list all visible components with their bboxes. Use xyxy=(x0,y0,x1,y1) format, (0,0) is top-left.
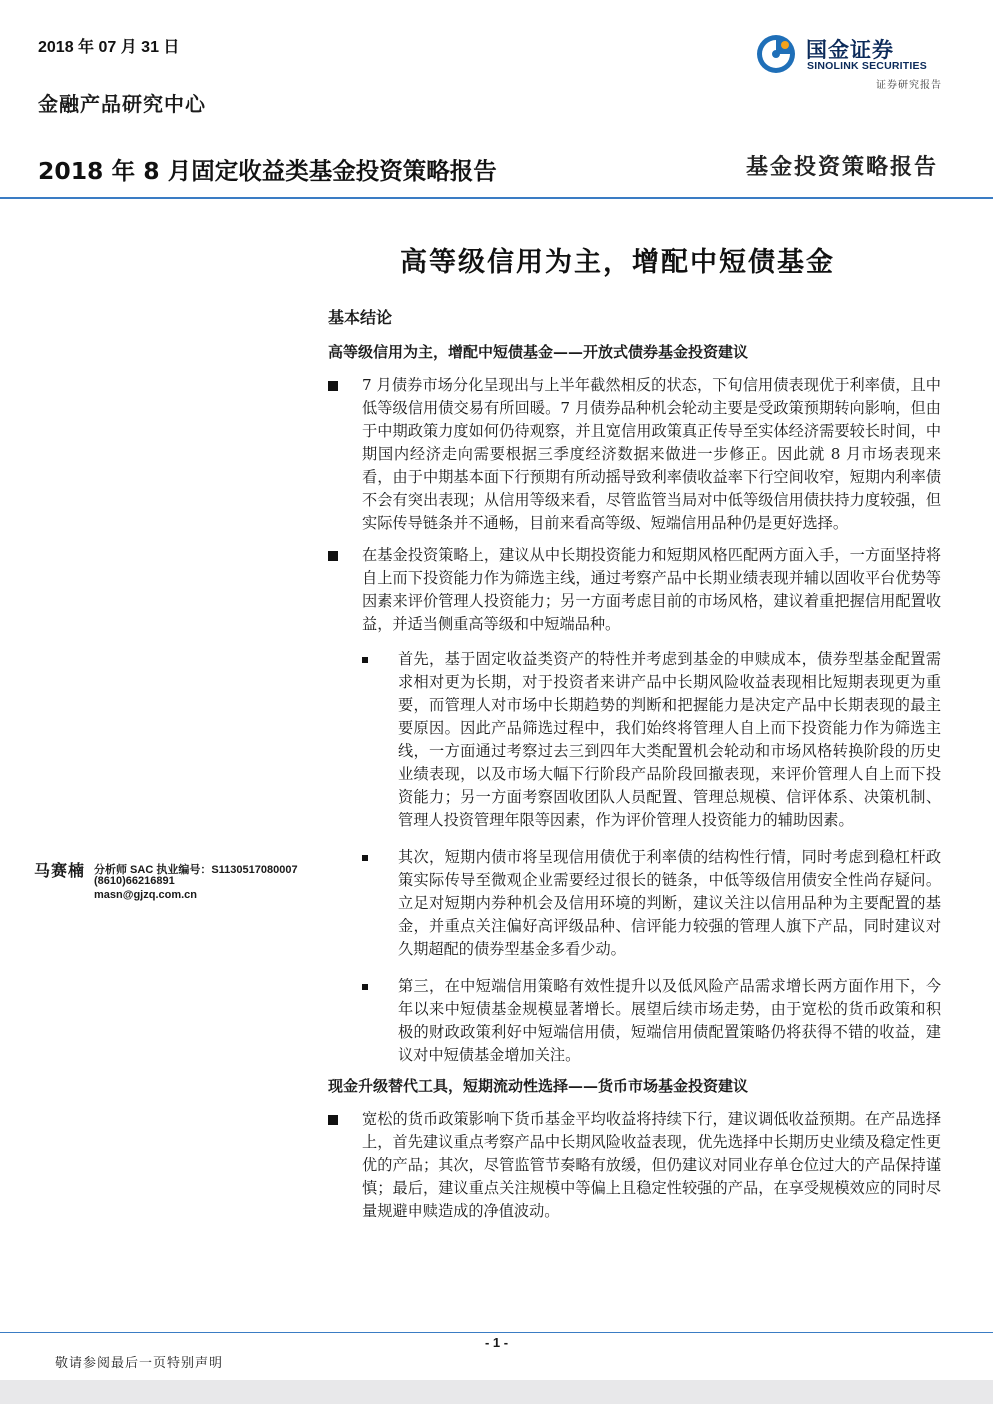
company-logo xyxy=(756,30,946,92)
sinolink-logo-icon xyxy=(756,34,796,74)
report-title: 2018 年 8 月固定收益类基金投资策略报告 xyxy=(38,157,497,185)
bullet-text: 在基金投资策略上，建议从中长期投资能力和短期风格匹配两方面入手，一方面坚持将自上而下投资能力作为筛选主线，通过考察产品中长期业绩表现并辅以固收平台优势等因素来评价管理人投资能力；另一方面考虑目前的市场风格，建议着重把握信用配置收益，并适当侧重高等级和中短端品种。 xyxy=(362,546,941,633)
small-square-bullet-icon xyxy=(362,984,368,990)
list-item xyxy=(328,544,941,636)
small-square-bullet-icon xyxy=(362,855,368,861)
square-bullet-icon xyxy=(328,381,338,391)
main-content xyxy=(328,306,941,1232)
sub-list-item xyxy=(362,846,941,961)
sub-bullet-text: 其次，短期内债市将呈现信用债优于利率债的结构性行情，同时考虑到稳杠杆政策实际传导至微观企业需要经过很长的链条，中低等级信用债安全性尚存疑问。立足对短期内券种机会及信用环境的判断，建议关注以信用品种为主要配置的基金，并重点关注偏好高评级品种、信评能力较强的管理人旗下产品，同时建议对久期超配的债券型基金多看少动。 xyxy=(398,848,941,958)
section-heading: 基本结论 xyxy=(328,308,393,327)
sub-bullet-text: 首先，基于固定收益类资产的特性并考虑到基金的申赎成本，债券型基金配置需求相对更为长期，对于投资者来讲产品中长期风险收益表现相比短期表现更为重要，而管理人对市场中长期趋势的判断和把握能力是决定产品中长期表现的最主要原因。因此产品筛选过程中，我们始终将管理人自上而下投资能力作为筛选主线，一方面通过考察过去三到四年大类配置机会轮动和市场风格转换阶段的历史业绩表现，以及市场大幅下行阶段产品阶段回撤表现，来评价管理人自上而下投资能力；另一方面考察固收团队人员配置、管理总规模、信评体系、决策机制、管理人投资管理年限等因素，作为评价管理人投资能力的辅助因素。 xyxy=(398,650,941,829)
sub-list-item xyxy=(362,975,941,1067)
subsection-heading-bond-fund: 高等级信用为主，增配中短债基金——开放式债券基金投资建议 xyxy=(328,343,749,361)
author-name: 马赛楠 xyxy=(34,861,86,880)
logo-name-en: SINOLINK SECURITIES xyxy=(807,60,927,72)
sub-bullet-list xyxy=(328,648,941,1067)
footer-disclaimer: 敬请参阅最后一页特别声明 xyxy=(55,1356,224,1371)
author-email[interactable]: masn@gjzq.com.cn xyxy=(94,889,198,901)
small-square-bullet-icon xyxy=(362,657,368,663)
bullet-text: 宽松的货币政策影响下货币基金平均收益将持续下行，建议调低收益预期。在产品选择上，首先建议重点考察产品中长期风险收益表现，优先选择中长期历史业绩及稳定性更优的产品；其次，尽管监管节奏略有放缓，但仍建议对同业存单仓位过大的产品保持谨慎；最后，建议重点关注规模中等偏上且稳定性较强的产品，在享受规模效应的同时尽量规避申赎造成的净值波动。 xyxy=(362,1110,941,1220)
report-type: 基金投资策略报告 xyxy=(745,154,938,180)
logo-subtitle: 证券研究报告 xyxy=(876,80,942,91)
report-subtitle: 高等级信用为主，增配中短债基金 xyxy=(400,247,835,278)
square-bullet-icon xyxy=(328,551,338,561)
page-bottom-band xyxy=(0,1380,993,1404)
footer-divider xyxy=(0,1332,993,1333)
subsection-heading-money-fund: 现金升级替代工具，短期流动性选择——货币市场基金投资建议 xyxy=(328,1077,749,1095)
bullet-text: 7 月债券市场分化呈现出与上半年截然相反的状态，下旬信用债表现优于利率债，且中低等级信用债交易有所回暖。7 月债券品种机会轮动主要是受政策预期转向影响，但由于中期政策力度如何仍待观察，并且宽信用政策真正传导至实体经济需要较长时间，中期国内经济走向需要根据三季度经济数据来做进一步修正。因此就 8 月市场表现来看，由于中期基本面下行预期有所动摇导致利率债收益率下行空间收窄，短期内利率债不会有突出表现；从信用等级来看，尽管监管当局对中低等级信用债扶持力度较强，但实际传导链条并不通畅，目前来看高等级、短端信用品种仍是更好选择。 xyxy=(362,376,941,532)
square-bullet-icon xyxy=(328,1115,338,1125)
sub-list-item xyxy=(362,648,941,832)
list-item xyxy=(328,374,941,535)
report-date: 2018 年 07 月 31 日 xyxy=(38,39,180,56)
header-divider xyxy=(0,197,993,199)
list-item xyxy=(328,1108,941,1223)
sub-bullet-text: 第三，在中短端信用策略有效性提升以及低风险产品需求增长两方面作用下，今年以来中短债基金规模显著增长。展望后续市场走势，由于宽松的货币政策和积极的财政政策利好中短端信用债，短端信用债配置策略仍将获得不错的收益，建议对中短债基金增加关注。 xyxy=(398,977,941,1064)
page-number: - 1 - xyxy=(484,1335,509,1350)
author-certification: 分析师 SAC 执业编号：S1130517080007 xyxy=(94,864,298,876)
research-center-name: 金融产品研究中心 xyxy=(38,92,206,116)
logo-name-cn: 国金证券 xyxy=(806,38,894,62)
author-phone: (8610)66216891 xyxy=(94,875,175,887)
